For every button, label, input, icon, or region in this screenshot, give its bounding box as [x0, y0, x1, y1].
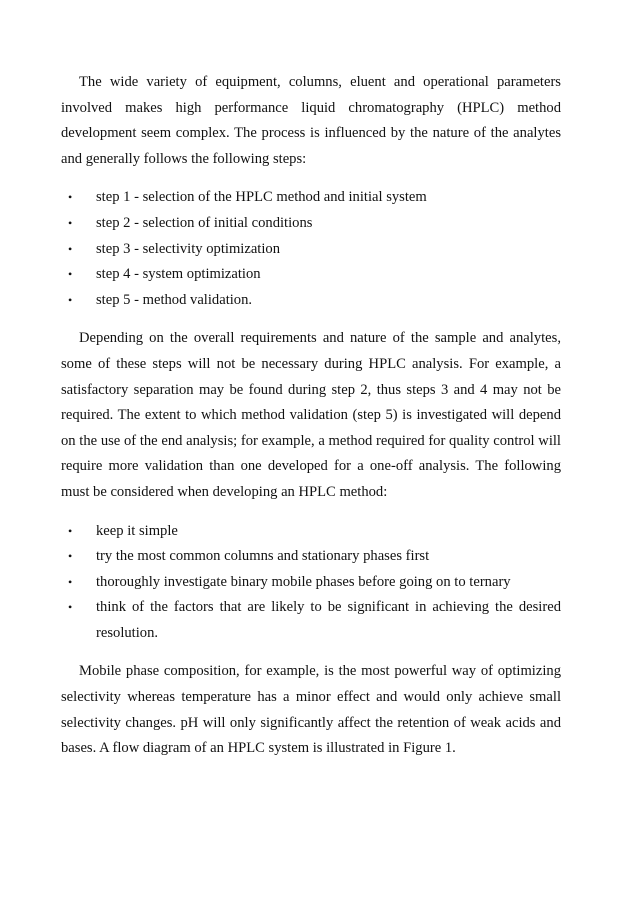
bullet-icon: •: [68, 600, 73, 615]
list-item: [61, 288, 561, 314]
list-item-text: step 4 - system optimization: [96, 266, 261, 283]
list-item-text: step 1 - selection of the HPLC method and initial system: [96, 189, 427, 206]
bullet-icon: •: [68, 267, 73, 282]
paragraph-intro: The wide variety of equipment, columns, eluent and operational parameters involved makes high performance liquid chromatography (HPLC) method development seem complex. The process is influenced by the nature of the analytes and generally follows the following steps:: [61, 74, 561, 167]
list-item: [61, 519, 561, 545]
list-item-text: thoroughly investigate binary mobile phases before going on to ternary: [96, 573, 511, 590]
bullet-icon: •: [68, 215, 73, 230]
list-item: [61, 262, 561, 288]
list-item-text: step 5 - method validation.: [96, 291, 253, 308]
list-item-text: think of the factors that are likely to be significant in achieving the desired resolution.: [96, 599, 561, 641]
list-item: [61, 185, 561, 211]
list-item-text: step 2 - selection of initial conditions: [96, 214, 313, 231]
list-item: [61, 211, 561, 237]
paragraph-requirements: Depending on the overall requirements and nature of the sample and analytes, some of these steps will not be necessary during HPLC analysis. For example, a satisfactory separation may be found during step 2, thus steps 3 and 4 may not be required. The extent to which method validation (step 5) is investigated will depend on the use of the end analysis; for example, a method required for quality control will require more validation than one developed for a one-off analysis. The following must be considered when developing an HPLC method:: [61, 330, 561, 500]
bullet-icon: •: [68, 574, 73, 589]
list-item: [61, 570, 561, 596]
considerations-list: [61, 519, 561, 647]
document-page: [61, 70, 561, 762]
list-item: [61, 595, 561, 646]
bullet-icon: •: [68, 190, 73, 205]
list-item: [61, 544, 561, 570]
paragraph-mobile-phase: Mobile phase composition, for example, is the most powerful way of optimizing selectivity whereas temperature has a minor effect and would only achieve small selectivity changes. pH will only significantly affect the retention of weak acids and bases. A flow diagram of an HPLC system is illustrated in Figure 1.: [61, 663, 561, 757]
list-item-text: try the most common columns and stationary phases first: [96, 548, 430, 565]
bullet-icon: •: [68, 292, 73, 307]
bullet-icon: •: [68, 523, 73, 538]
list-item: [61, 237, 561, 263]
bullet-icon: •: [68, 241, 73, 256]
list-item-text: step 3 - selectivity optimization: [96, 240, 281, 257]
bullet-icon: •: [68, 549, 73, 564]
list-item-text: keep it simple: [96, 522, 178, 539]
steps-list: [61, 185, 561, 313]
